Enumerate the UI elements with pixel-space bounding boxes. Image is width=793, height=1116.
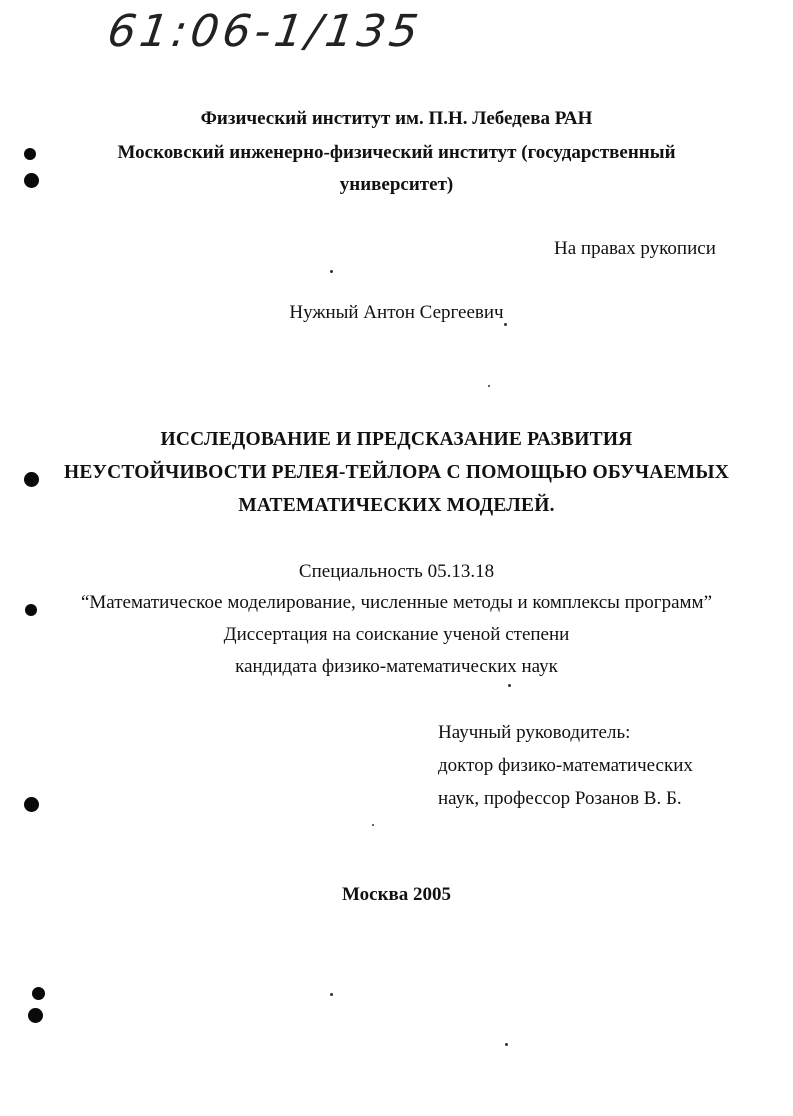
handwritten-catalog-code: 61:06-1/135 (104, 6, 426, 57)
institution-line-2: Московский инженерно-физический институт (государственный (117, 142, 676, 163)
advisor-label: Научный руководитель: (438, 722, 631, 743)
advisor-line-2: наук, профессор Розанов В. Б. (438, 788, 682, 809)
institution-line-3: университет) (339, 174, 454, 195)
scan-speck (372, 824, 374, 826)
dissertation-title-line-3: МАТЕМАТИЧЕСКИХ МОДЕЛЕЙ. (238, 495, 555, 516)
scan-speck (488, 385, 490, 387)
degree-line-1: Диссертация на соискание ученой степени (223, 624, 570, 645)
institution-line-1: Физический институт им. П.Н. Лебедева РАН (200, 108, 593, 129)
specialty-code: Специальность 05.13.18 (298, 561, 495, 582)
specialty-name: “Математическое моделирование, численные методы и комплексы программ” (80, 592, 713, 613)
author-name: Нужный Антон Сергеевич (289, 302, 504, 323)
advisor-line-1: доктор физико-математических (438, 755, 693, 776)
scan-speck (330, 993, 333, 996)
dissertation-title-line-1: ИССЛЕДОВАНИЕ И ПРЕДСКАЗАНИЕ РАЗВИТИЯ (160, 429, 633, 450)
scan-speck (508, 684, 511, 687)
binding-hole-5 (24, 797, 39, 812)
dissertation-title-line-2: НЕУСТОЙЧИВОСТИ РЕЛЕЯ-ТЕЙЛОРА С ПОМОЩЬЮ ОБУЧАЕМЫХ (63, 462, 730, 483)
binding-hole-7 (28, 1008, 43, 1023)
degree-line-2: кандидата физико-математических наук (235, 656, 558, 677)
binding-hole-6 (32, 987, 45, 1000)
manuscript-note: На правах рукописи (554, 238, 716, 259)
city-year: Москва 2005 (341, 884, 452, 905)
scan-speck (505, 1043, 508, 1046)
scan-speck (330, 270, 333, 273)
